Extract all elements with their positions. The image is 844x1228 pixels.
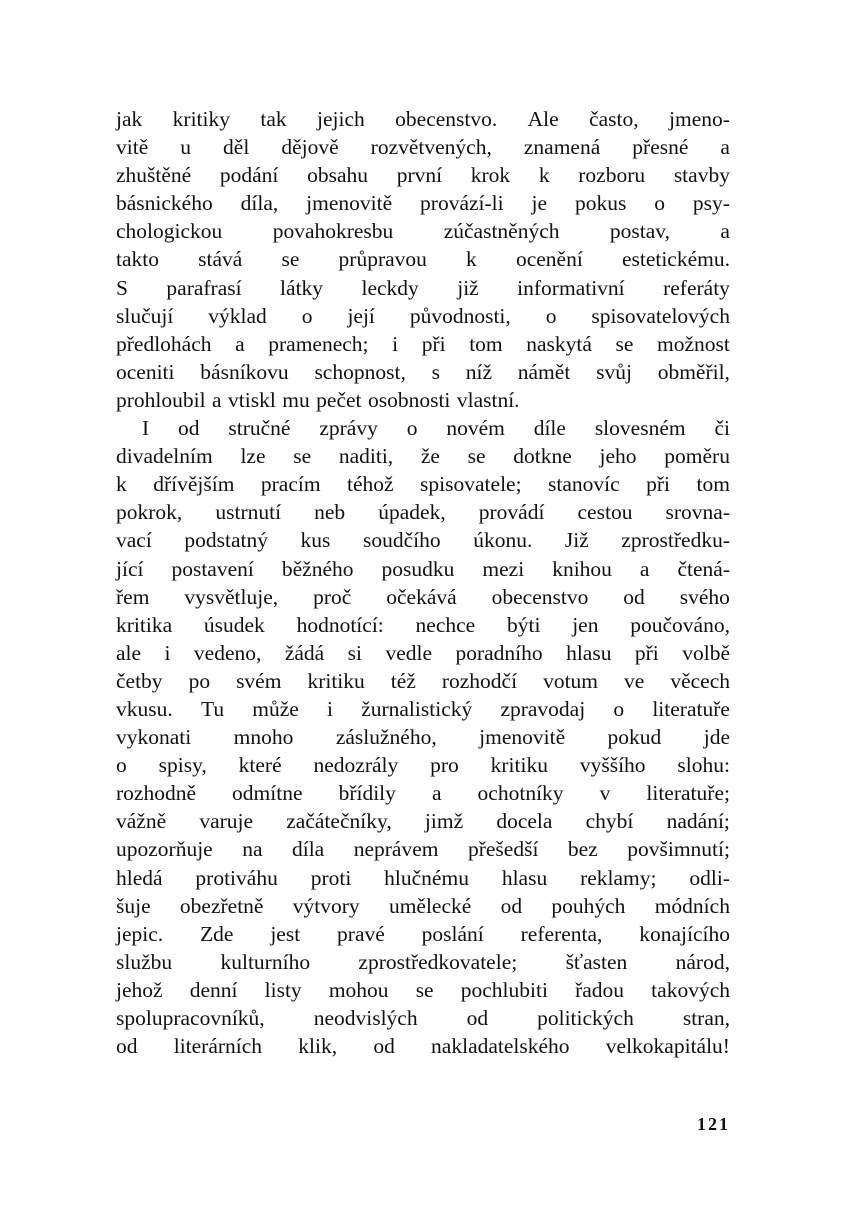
word: službu <box>116 949 173 974</box>
word: jmenovitě <box>306 191 393 216</box>
word: protiváhu <box>195 865 278 890</box>
word: při <box>634 640 659 665</box>
word: ocenění <box>515 247 583 272</box>
word: poslání <box>421 921 484 946</box>
word: často, <box>589 107 639 131</box>
text-line <box>116 864 730 892</box>
word: povšimnutí; <box>627 837 730 862</box>
text-line <box>116 1032 730 1060</box>
word: nedozrály <box>313 753 399 778</box>
word: běžného <box>281 556 354 581</box>
word: konajícího <box>639 921 730 946</box>
word: poučováno, <box>630 612 730 637</box>
word: a <box>212 387 222 412</box>
word: pochlubiti <box>460 977 548 1002</box>
word: na <box>242 837 263 862</box>
word: mezi <box>482 556 525 581</box>
word: jde <box>703 725 730 750</box>
word: jimž <box>424 809 464 834</box>
word: první <box>396 163 443 188</box>
word: čtená- <box>677 556 730 581</box>
word: leckdy <box>361 275 419 300</box>
word: jehož <box>116 977 163 1002</box>
word: zprávy <box>319 416 378 441</box>
word: k <box>116 472 127 497</box>
word: stává <box>198 247 243 272</box>
word: stavby <box>673 163 730 188</box>
word: stanovíc <box>548 472 620 497</box>
word: jící <box>116 556 144 581</box>
word: možnost <box>657 331 730 356</box>
text-line <box>116 470 730 498</box>
word: o <box>406 416 418 441</box>
text-line <box>116 639 730 667</box>
text-line <box>116 302 730 330</box>
word: její <box>347 303 375 328</box>
word: téhož <box>347 472 394 497</box>
text-line <box>116 695 730 723</box>
word: literárních <box>173 1034 263 1059</box>
word: denní <box>189 977 238 1002</box>
word: si <box>347 640 362 665</box>
word: vací <box>116 528 152 553</box>
text-line <box>116 948 730 976</box>
word: vysvětluje, <box>184 584 279 609</box>
word: námět <box>517 359 571 384</box>
word: srovna- <box>665 500 730 525</box>
text-line <box>116 358 730 386</box>
word: kulturního <box>220 949 311 974</box>
paragraph <box>116 414 730 1060</box>
word: se <box>467 444 486 469</box>
word: obměřil, <box>657 359 730 384</box>
text-line <box>116 414 730 442</box>
word: rozboru <box>578 163 646 188</box>
word: a <box>639 556 650 581</box>
word: parafrasí <box>166 275 242 300</box>
word: mohou <box>328 977 389 1002</box>
word: mu <box>282 387 310 412</box>
word: o <box>301 303 313 328</box>
text-line <box>116 723 730 751</box>
word: chybí <box>585 809 634 834</box>
word: provádí <box>478 500 545 525</box>
word: spolupracovníků, <box>116 1006 265 1030</box>
word: očekává <box>386 584 457 609</box>
word: již <box>457 275 479 300</box>
word: bez <box>567 837 598 862</box>
word: o <box>545 303 557 328</box>
word: pro <box>430 753 459 778</box>
word: a <box>235 331 245 356</box>
word: od <box>500 893 523 918</box>
word: při <box>646 472 671 497</box>
word: ve <box>624 668 645 693</box>
word: kritika <box>116 612 173 637</box>
word: takových <box>651 977 730 1002</box>
word: jak <box>116 107 143 131</box>
word: dějově <box>281 135 339 160</box>
word: pouhých <box>551 893 626 918</box>
word: či <box>714 416 730 441</box>
word: tak <box>260 107 287 131</box>
word: o <box>654 191 665 216</box>
word: listy <box>264 977 302 1002</box>
text-line <box>116 892 730 920</box>
word: v <box>599 781 611 806</box>
word: obecenstvo <box>491 584 589 609</box>
word: se <box>293 444 312 469</box>
word: básnického <box>116 191 213 216</box>
word: pečet <box>316 387 362 412</box>
word: původnosti, <box>409 303 511 328</box>
word: nadání; <box>666 809 730 834</box>
word: úkonu. <box>473 528 533 553</box>
word: díle <box>533 416 566 441</box>
word: hledá <box>116 865 163 890</box>
word: zpravodaj <box>500 696 586 721</box>
word: díla, <box>240 191 279 216</box>
word: jen <box>572 612 599 637</box>
word: a <box>720 135 730 160</box>
word: podstatný <box>184 528 268 553</box>
word: obezřetně <box>179 893 264 918</box>
word: jejich <box>317 107 365 131</box>
text-line <box>116 105 730 133</box>
word: i <box>164 640 171 665</box>
word: Již <box>564 528 589 553</box>
word: věcech <box>670 668 730 693</box>
text-line <box>116 526 730 554</box>
word: slohu: <box>677 753 730 778</box>
word: povahokresbu <box>272 219 394 244</box>
word: pokud <box>607 725 662 750</box>
word: přesné <box>632 135 689 160</box>
word: kritiky <box>172 107 230 131</box>
word: se <box>615 331 634 356</box>
word: zúčastněných <box>443 219 560 244</box>
word: tom <box>696 472 730 497</box>
word: ale <box>116 640 142 665</box>
word: i <box>392 331 399 356</box>
text-line <box>116 667 730 695</box>
text-line <box>116 611 730 639</box>
word: od <box>623 584 645 609</box>
word: hlučnému <box>384 865 469 890</box>
word: velkokapitálu! <box>605 1034 730 1059</box>
word: o <box>116 753 127 778</box>
word: výklad <box>208 303 267 328</box>
word: reklamy; <box>580 865 657 890</box>
word: svůj <box>596 359 632 384</box>
word: estetickému. <box>621 247 730 272</box>
word: jepic. <box>116 921 164 946</box>
word: psy- <box>692 191 730 216</box>
word: referáty <box>663 275 730 300</box>
text-line <box>116 330 730 358</box>
text-line <box>116 583 730 611</box>
word: takto <box>116 247 159 272</box>
word: i <box>327 696 333 721</box>
word: že <box>420 444 440 469</box>
word: docela <box>496 809 553 834</box>
text-line <box>116 245 730 273</box>
word: úsudek <box>203 612 265 637</box>
text-line <box>116 133 730 161</box>
word: vitě <box>116 135 149 160</box>
word: Tu <box>200 696 225 721</box>
word: posudku <box>381 556 455 581</box>
word: od <box>178 416 200 441</box>
word: začátečníky, <box>286 809 392 834</box>
word: klik, <box>298 1034 338 1059</box>
word: se <box>415 977 434 1002</box>
word: od <box>116 1034 138 1059</box>
word: díla <box>291 837 325 862</box>
word: též <box>390 668 416 693</box>
word: kus <box>300 528 331 553</box>
word: šťasten <box>565 949 628 974</box>
word: které <box>238 753 282 778</box>
word: Ale <box>527 107 559 131</box>
word: a <box>431 781 442 806</box>
word: pracím <box>260 472 321 497</box>
word: vyššího <box>579 753 646 778</box>
word: dotkne <box>513 444 572 469</box>
word: S <box>116 275 128 300</box>
word: děl <box>223 135 250 160</box>
text-line <box>116 274 730 302</box>
word: obecenstvo. <box>395 107 498 131</box>
word: Zde <box>200 921 234 946</box>
word: nechce <box>415 612 476 637</box>
word: neb <box>314 500 346 525</box>
word: po <box>188 668 211 693</box>
word: slučují <box>116 303 174 328</box>
text-line <box>116 976 730 1004</box>
word: mnoho <box>233 725 294 750</box>
word: umělecké <box>388 893 472 918</box>
word: od <box>373 1034 395 1059</box>
word: lze <box>240 444 266 469</box>
word: rozhodčí <box>441 668 518 693</box>
word: zprostředkovatele; <box>358 949 518 974</box>
word: proti <box>310 865 352 890</box>
text-line <box>116 920 730 948</box>
word: se <box>281 247 300 272</box>
word: chologickou <box>116 219 223 244</box>
word: vykonati <box>116 725 192 750</box>
text-line <box>116 751 730 779</box>
text-line <box>116 779 730 807</box>
text-line <box>116 807 730 835</box>
word: pramenech; <box>268 331 369 356</box>
word: nakladatelského <box>431 1034 570 1059</box>
word: ochotníky <box>477 781 564 806</box>
text-line <box>116 498 730 526</box>
word: vlastní. <box>456 387 520 412</box>
word: látky <box>280 275 324 300</box>
word: krok <box>470 163 511 188</box>
word: rozhodně <box>116 781 196 806</box>
word: vkusu. <box>116 696 173 721</box>
word: referenta, <box>520 921 603 946</box>
word: poradního <box>455 640 543 665</box>
word: je <box>531 191 548 216</box>
word: hlasu <box>501 865 548 890</box>
text-line <box>116 835 730 863</box>
word: básníkovu <box>200 359 289 384</box>
word: oceniti <box>116 359 175 384</box>
word: novém <box>446 416 505 441</box>
word: býti <box>506 612 541 637</box>
word: svém <box>236 668 282 693</box>
word: stručné <box>228 416 291 441</box>
text-line <box>116 189 730 217</box>
word: může <box>252 696 299 721</box>
word: divadelním <box>116 444 213 469</box>
word: kritiku <box>307 668 365 693</box>
word: četby <box>116 668 163 693</box>
word: varuje <box>199 809 254 834</box>
word: poměru <box>664 444 730 469</box>
word: průpravou <box>338 247 427 272</box>
word: schopnost, <box>314 359 406 384</box>
word: řadou <box>575 977 625 1002</box>
word: jeho <box>599 444 637 469</box>
word: spisovatelových <box>591 303 730 328</box>
paragraph <box>116 105 730 414</box>
word: u <box>180 135 192 160</box>
word: literatuře <box>652 696 730 721</box>
word: obsahu <box>307 163 369 188</box>
page-number: 121 <box>697 1114 730 1134</box>
word: knihou <box>552 556 612 581</box>
word: národ, <box>675 949 730 974</box>
word: politických <box>537 1006 634 1030</box>
word: záslužného, <box>335 725 437 750</box>
text-line <box>116 161 730 189</box>
word: spisovatele; <box>420 472 522 497</box>
word: prohloubil <box>116 387 206 412</box>
word: k <box>538 163 550 188</box>
word: předlohách <box>116 331 212 356</box>
text-line <box>116 386 730 414</box>
word: slovesném <box>594 416 686 441</box>
word: ustrnutí <box>215 500 282 525</box>
word: tom <box>469 331 503 356</box>
word: rozvětvených, <box>370 135 492 160</box>
word: níž <box>465 359 492 384</box>
word: znamená <box>523 135 601 160</box>
word: svého <box>679 584 730 609</box>
word: o <box>613 696 625 721</box>
word: vedeno, <box>193 640 262 665</box>
word: upozorňuje <box>116 837 213 862</box>
word: soudčího <box>362 528 441 553</box>
text-line <box>116 217 730 245</box>
word: kritiku <box>490 753 548 778</box>
word: naskytá <box>526 331 592 356</box>
word: proč <box>313 584 352 609</box>
word: pokrok, <box>116 500 183 525</box>
word: neprávem <box>353 837 439 862</box>
word: žádá <box>284 640 325 665</box>
word: stran, <box>682 1006 730 1030</box>
text-line <box>116 555 730 583</box>
word: šuje <box>116 893 151 918</box>
word: zhuštěné <box>116 163 192 188</box>
word: hodnotící: <box>296 612 384 637</box>
word: odli- <box>689 865 730 890</box>
word: osobnosti <box>367 387 451 412</box>
word: žurnalistický <box>361 696 473 721</box>
word: vtiskl <box>228 387 276 412</box>
word: podání <box>219 163 279 188</box>
word: cestou <box>577 500 633 525</box>
word: pokus <box>574 191 627 216</box>
word: jmeno- <box>669 107 730 131</box>
word: zprostředku- <box>621 528 730 553</box>
word: vedle <box>385 640 432 665</box>
word: provází-li <box>420 191 504 216</box>
word: jmenovitě <box>479 725 566 750</box>
word: módních <box>654 893 730 918</box>
word: odmítne <box>232 781 303 806</box>
word: k <box>466 247 477 272</box>
word: pravé <box>337 921 385 946</box>
word: votum <box>543 668 599 693</box>
word: úpadek, <box>378 500 446 525</box>
word: naditi, <box>338 444 394 469</box>
text-line <box>116 1004 730 1032</box>
word: a <box>720 219 730 244</box>
word: volbě <box>682 640 730 665</box>
word: řem <box>116 584 150 609</box>
word: spisy, <box>158 753 207 778</box>
word: jest <box>270 921 301 946</box>
word: výtvory <box>292 893 360 918</box>
word: informativní <box>517 275 625 300</box>
word: postavení <box>171 556 254 581</box>
word: břídily <box>338 781 396 806</box>
word: I <box>142 416 150 441</box>
word: při <box>421 331 446 356</box>
body-text <box>116 105 730 1060</box>
word: od <box>466 1006 489 1030</box>
word: s <box>431 359 440 384</box>
word: hlasu <box>566 640 612 665</box>
word: přešedší <box>467 837 539 862</box>
word: dřívějším <box>153 472 235 497</box>
word: postav, <box>609 219 671 244</box>
word: literatuře; <box>646 781 730 806</box>
word: neodvislých <box>313 1006 418 1030</box>
text-line <box>116 442 730 470</box>
word: vážně <box>116 809 167 834</box>
